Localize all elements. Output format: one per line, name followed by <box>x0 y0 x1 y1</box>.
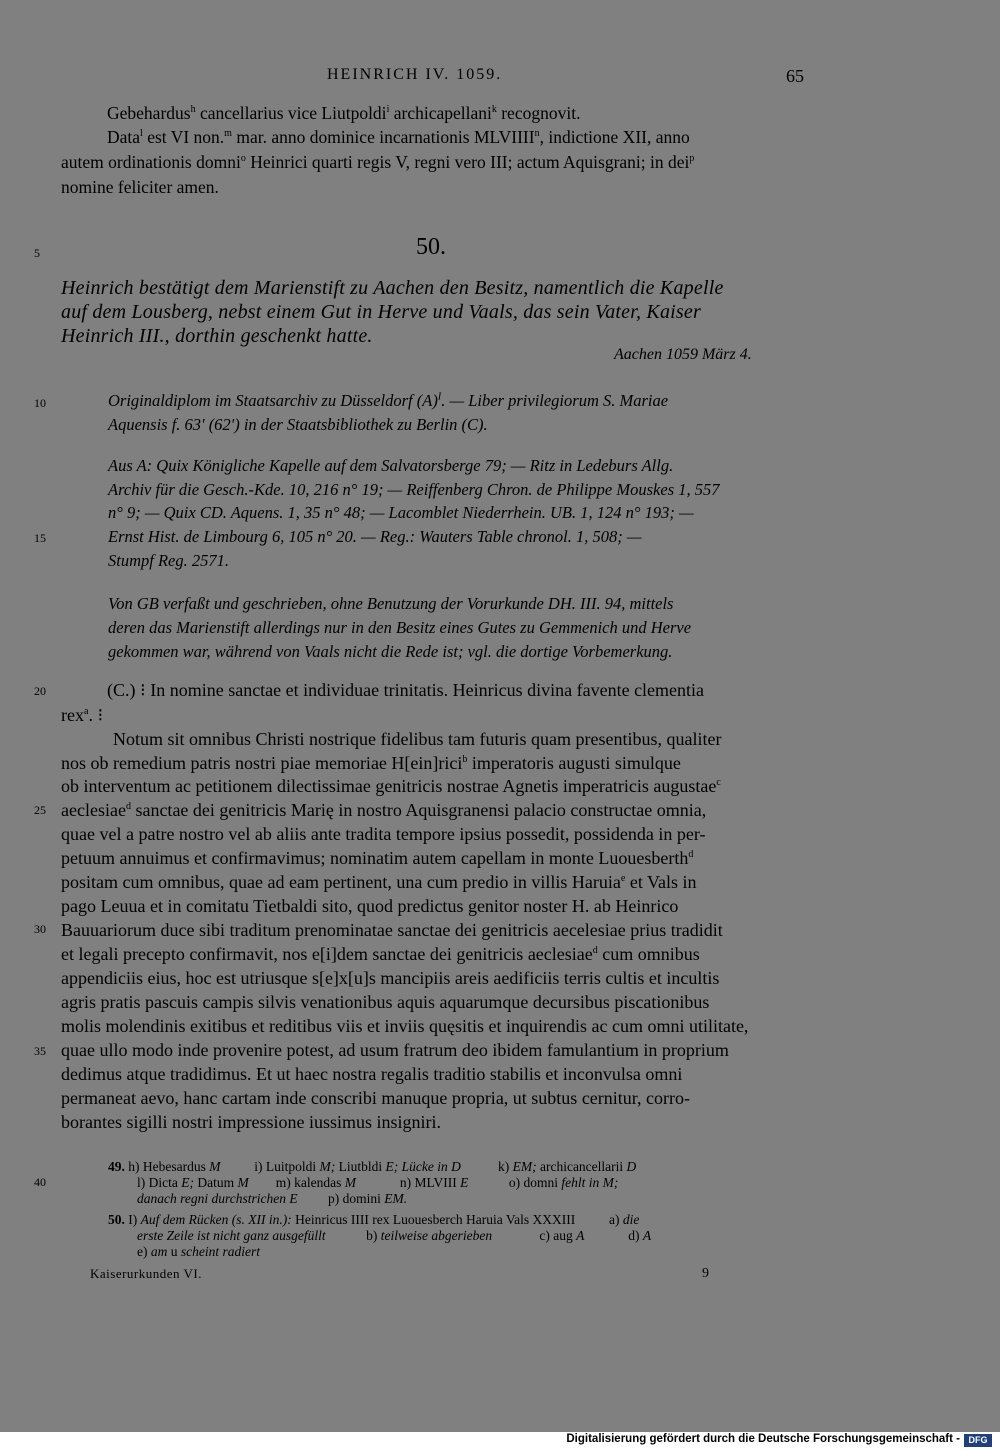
signature-right: 9 <box>702 1266 709 1281</box>
text-line: rex$^a$. ⁝ <box>61 705 104 725</box>
tradition-line: Originaldiplom im Staatsarchiv zu Düsseldorf $(A)^I$. — Liber privilegiorum S. Mariae <box>108 391 669 410</box>
footnote-line: danach regni durchstrichen E p) domini EM. <box>137 1191 408 1206</box>
intro-line: Gebehardus$^h$ cancellarius vice Liutpoldi$^i$ archicapellani$^k$ recognovit. <box>107 103 581 123</box>
page-number: 65 <box>786 66 804 86</box>
line-number: 30 <box>34 922 46 936</box>
text-line: ob interventum ac petitionem dilectissimae genitricis nostrae Agnetis imperatricis augustae$^c$ <box>61 776 721 796</box>
text-line: pago Leuua et in comitatu Tietbaldi sito, quod predictus genitor noster H. ab Heinrico <box>61 896 679 916</box>
footnote-line: erste Zeile ist nicht ganz ausgefüllt b) teilweise abgerieben c) aug A d) A <box>137 1228 652 1243</box>
signature-left: Kaiserurkunden VI. <box>90 1266 203 1281</box>
editions-line: Ernst Hist. de Limbourg 6, 105 n° 20. — Reg.: Wauters Table chronol. 1, 508; — <box>108 527 642 546</box>
footer-credit: Digitalisierung gefördert durch die Deutsche Forschungsgemeinschaft - <box>566 1433 960 1445</box>
editions-line: Archiv für die Gesch.-Kde. 10, 216 n° 19; — Reiffenberg Chron. de Philippe Mouskes 1, 557 <box>108 480 720 499</box>
text-line: Bauuariorum duce sibi traditum prenominatae sanctae dei genitricis aecelesiae prius tradidit <box>61 920 723 940</box>
tradition-line: Aquensis f. 63' (62') in der Staatsbibliothek zu Berlin (C). <box>108 415 488 434</box>
editions-line: Stumpf Reg. 2571. <box>108 551 229 570</box>
date-place: Aachen 1059 März 4. <box>614 346 752 363</box>
text-line: agris pratis pascuis campis silvis venationibus aquis aquarumque decursibus piscationibus <box>61 992 710 1012</box>
text-line: appendiciis eius, hoc est utriusque s[e]x[u]s mancipiis areis aedificiis terris cultis et incultis <box>61 968 720 988</box>
line-number: 40 <box>34 1175 46 1189</box>
text-line: positam cum omnibus, quae ad eam pertinent, una cum predio in villis Haruia$^e$ et Vals in <box>61 872 697 892</box>
dfg-logo: DFG <box>964 1434 992 1447</box>
text-line: (C.) ⁝ In nomine sanctae et individuae trinitatis. Heinricus divina favente clementia <box>107 680 705 700</box>
regest-line: Heinrich bestätigt dem Marienstift zu Aachen den Besitz, namentlich die Kapelle <box>61 277 724 299</box>
footnote-line: 50. I) Auf dem Rücken (s. XII in.): Heinricus IIII rex Luouesberch Haruia Vals XXXIII a) die <box>108 1212 640 1227</box>
line-number: 35 <box>34 1044 46 1058</box>
regest-line: auf dem Lousberg, nebst einem Gut in Herve und Vaals, das sein Vater, Kaiser <box>61 301 701 323</box>
text-line: quae vel a patre nostro vel ab aliis ante tradita tempore ipsius possedit, possidenda in per- <box>61 824 706 844</box>
intro-line: Data$^l$ est VI non.$^m$ mar. anno dominice incarnationis MLVIIII$^n$, indictione XII, anno <box>107 127 690 147</box>
text-line: molis molendinis exitibus et reditibus viis et inviis quęsitis et inquirendis ac cum omni utilitate, <box>61 1016 749 1036</box>
text-line: borantes sigilli nostri impressione iussimus insigniri. <box>61 1112 441 1132</box>
footnote-line: e) am u scheint radiert <box>137 1244 260 1259</box>
line-number: 25 <box>34 803 46 817</box>
regest-line: Heinrich III., dorthin geschenkt hatte. <box>61 325 373 347</box>
line-number: 15 <box>34 531 46 545</box>
text-line: nos ob remedium patris nostri piae memoriae H[ein]rici$^b$ imperatoris augusti simulque <box>61 753 681 773</box>
footnote-line: l) Dicta E; Datum M m) kalendas M n) MLVIII E o) domni fehlt in M; <box>137 1175 619 1190</box>
remark-line: gekommen war, während von Vaals nicht die Rede ist; vgl. die dortige Vorbemerkung. <box>108 642 673 661</box>
text-line: Notum sit omnibus Christi nostrique fidelibus tam futuris quam presentibus, qualiter <box>113 729 722 749</box>
running-head: HEINRICH IV. 1059. <box>327 66 503 83</box>
intro-line: nomine feliciter amen. <box>61 177 219 197</box>
text-line: et legali precepto confirmavit, nos e[i]dem sanctae dei genitricis aeclesiae$^d$ cum omnibus <box>61 944 700 964</box>
remark-line: Von GB verfaßt und geschrieben, ohne Benutzung der Vorurkunde DH. III. 94, mittels <box>108 594 674 613</box>
document-number: 50. <box>416 234 446 260</box>
text-line: quae ullo modo inde provenire potest, ad usum fratrum deo ibidem famulantium in proprium <box>61 1040 729 1060</box>
line-number: 5 <box>34 246 40 260</box>
editions-line: n° 9; — Quix CD. Aquens. 1, 35 n° 48; — Lacomblet Niederrhein. UB. 1, 124 n° 193; — <box>108 503 694 522</box>
text-line: petuum annuimus et confirmavimus; nominatim autem capellam in monte Luouesberth$^d$ <box>61 848 694 868</box>
line-number: 20 <box>34 684 46 698</box>
footnote-line: 49. h) Hebesardus M i) Luitpoldi M; Liutbldi E; Lücke in D k) EM; archicancellarii D <box>108 1159 637 1174</box>
editions-line: Aus A: Quix Königliche Kapelle auf dem Salvatorsberge 79; — Ritz in Ledeburs Allg. <box>108 456 674 475</box>
text-line: permaneat aevo, hanc cartam inde conscribi manuque propria, ut subtus cernitur, corro- <box>61 1088 691 1108</box>
text-line: dedimus atque tradidimus. Et ut haec nostra regalis traditio stabilis et inconvulsa omni <box>61 1064 683 1084</box>
text-line: aeclesiae$^d$ sanctae dei genitricis Marię in nostro Aquisgranensi palacio constructae omnia, <box>61 800 707 820</box>
intro-line: autem ordinationis domni$^o$ Heinrici quarti regis V, regni vero III; actum Aquisgrani; in dei$^p$ <box>61 152 695 172</box>
line-number: 10 <box>34 396 46 410</box>
remark-line: deren das Marienstift allerdings nur in den Besitz eines Gutes zu Gemmenich und Herve <box>108 618 692 637</box>
